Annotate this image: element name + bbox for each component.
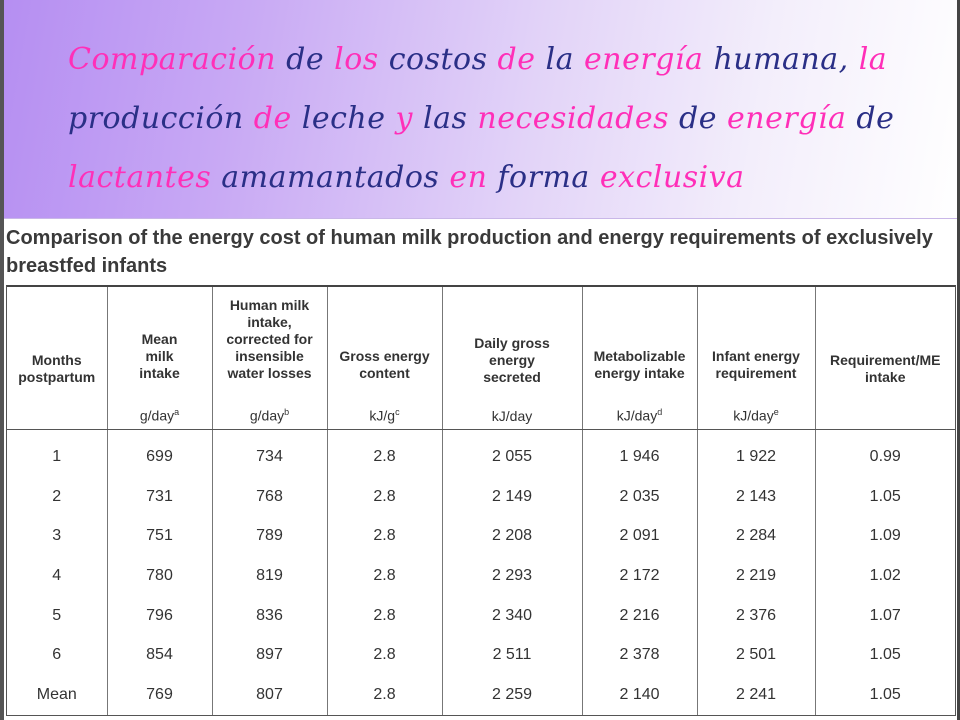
table-cell: 789 [212,517,327,557]
title-word: exclusiva [599,160,745,195]
title-word: la [858,42,888,77]
table-cell: 2 241 [697,675,815,715]
table-body [7,430,955,716]
column-unit-text: g/day [139,408,175,424]
column-header [212,287,327,430]
table-cell: 769 [107,675,212,715]
table-cell: 751 [107,517,212,557]
column-header-line: milk [145,348,174,365]
column-unit-text: kJ/g [369,408,396,424]
table-cell: 854 [107,636,212,676]
table-cell: 2.8 [327,636,442,676]
footnote-marker: b [284,407,290,418]
title-word: en [449,160,498,195]
footnote-marker: a [174,407,180,418]
table-cell: 2 293 [442,556,582,596]
title-word: leche [301,101,396,136]
table-cell: 1.05 [815,675,955,715]
column-unit-text [883,408,887,424]
table-cell: 6 [52,646,62,664]
column-header-line: Infant energy [712,348,800,365]
footnote-marker: e [773,407,779,418]
column-header [815,287,955,430]
column-header-line: secreted [483,369,541,385]
table-cell: 2 055 [442,430,582,477]
column-header [107,287,212,430]
column-header-line: corrected for [226,331,313,348]
title-word: de [856,101,895,136]
table-cell: 4 [52,567,62,585]
table-row [7,596,955,636]
table-cell: 2.8 [327,556,442,596]
title-word: necesidades [477,101,680,136]
table-cell: 2 208 [442,517,582,557]
table-cell: 807 [212,675,327,715]
table-cell: 2.8 [327,517,442,557]
table-cell: 780 [107,556,212,596]
energy-comparison-table [7,287,955,715]
table-cell: 2 501 [697,636,815,676]
column-header-line: Months [31,352,82,368]
title-word: los [334,42,389,77]
table-cell: 734 [212,430,327,477]
title-word: las [423,101,478,136]
table-cell: 699 [107,430,212,477]
column-unit-text: kJ/day [616,408,658,424]
slide-title-banner [0,0,960,219]
column-header-line: Human milk [229,297,310,314]
table-cell: 2.8 [327,430,442,477]
table-cell: 1.05 [815,477,955,517]
title-word: y [395,101,423,136]
title-word: de [497,42,546,77]
column-header-line: insensible [235,348,304,365]
table-cell: 2 219 [697,556,815,596]
title-word: de [679,101,728,136]
table-cell: 2 [52,487,62,505]
column-header-line: requirement [715,365,797,382]
table-cell: 1.07 [815,596,955,636]
column-unit [112,404,208,425]
table-cell: 731 [107,477,212,517]
column-header-line: Mean [141,331,178,348]
column-header [442,287,582,430]
table-cell: Mean [36,686,77,704]
footnote-marker: c [395,407,400,418]
table-cell: 2 140 [582,675,697,715]
title-word: energía [727,101,857,136]
column-header-line: intake [139,365,180,382]
table-cell: 2 340 [442,596,582,636]
title-word: de [286,42,335,77]
column-header-line: energy intake [594,365,685,382]
table-cell: 5 [52,606,62,624]
table-row [7,477,955,517]
column-unit [447,408,578,425]
table-cell: 2 376 [697,596,815,636]
title-word: humana, [713,42,859,77]
table-cell: 796 [107,596,212,636]
column-header [697,287,815,430]
column-header-line: postpartum [18,369,96,385]
table-cell: 2 259 [442,675,582,715]
table-header-row [7,287,955,430]
column-unit [332,404,438,425]
column-unit-text: g/day [249,408,285,424]
column-header-line: intake, [247,314,292,331]
column-header-line: Gross energy [339,348,430,365]
table-cell: 2.8 [327,477,442,517]
title-word: Comparación [68,42,287,77]
table-cell: 2 284 [697,517,815,557]
column-unit [702,404,811,425]
table-cell: 1.02 [815,556,955,596]
slide-left-border [0,0,4,720]
footnote-marker: d [657,407,663,418]
column-unit-text: kJ/day [733,408,774,424]
column-unit [217,404,323,425]
table-row [7,556,955,596]
table-cell: 2.8 [327,675,442,715]
table-cell: 2 216 [582,596,697,636]
column-unit-text: kJ/day [491,408,533,424]
table-cell: 1.05 [815,636,955,676]
column-header-line: intake [865,369,906,385]
table-cell: 2 511 [442,636,582,676]
column-unit [820,408,952,425]
table-cell: 836 [212,596,327,636]
table-cell: 2 378 [582,636,697,676]
table-cell: 2 035 [582,477,697,517]
column-header-line: Requirement/ME [830,352,941,368]
column-header-line: water losses [227,365,312,382]
table-cell: 2 149 [442,477,582,517]
table-cell: 1 922 [697,430,815,477]
column-unit [11,408,103,425]
data-table-frame [6,285,956,716]
column-header [7,287,107,430]
column-header-line: content [359,365,410,382]
table-cell: 897 [212,636,327,676]
table-cell: 819 [212,556,327,596]
table-cell: 2.8 [327,596,442,636]
table-row [7,517,955,557]
table-caption: Comparison of the energy cost of human milk production and energy requirements of exclusively breastfed infants [6,227,933,277]
table-cell: 1 [52,447,62,465]
title-word: costos [388,42,498,77]
title-word: la [545,42,585,77]
title-word: producción [68,101,254,136]
table-row [7,430,955,477]
title-word: de [253,101,302,136]
table-cell: 2 143 [697,477,815,517]
title-word: amamantados [221,160,450,195]
table-cell: 2 172 [582,556,697,596]
table-cell: 3 [52,527,62,545]
table-cell: 768 [212,477,327,517]
table-row [7,675,955,715]
column-header [582,287,697,430]
column-header-line: Metabolizable [593,348,686,365]
column-unit-text [55,408,59,424]
title-word: energía [584,42,714,77]
table-cell: 1.09 [815,517,955,557]
title-word: forma [497,160,600,195]
table-cell: 1 946 [582,430,697,477]
column-unit [587,404,693,425]
title-word: lactantes [68,160,222,195]
column-header-line: Daily gross [474,335,550,351]
column-header-line: energy [489,352,535,368]
column-header [327,287,442,430]
table-row [7,636,955,676]
slide-title [68,30,938,207]
table-cell: 0.99 [815,430,955,477]
table-cell: 2 091 [582,517,697,557]
